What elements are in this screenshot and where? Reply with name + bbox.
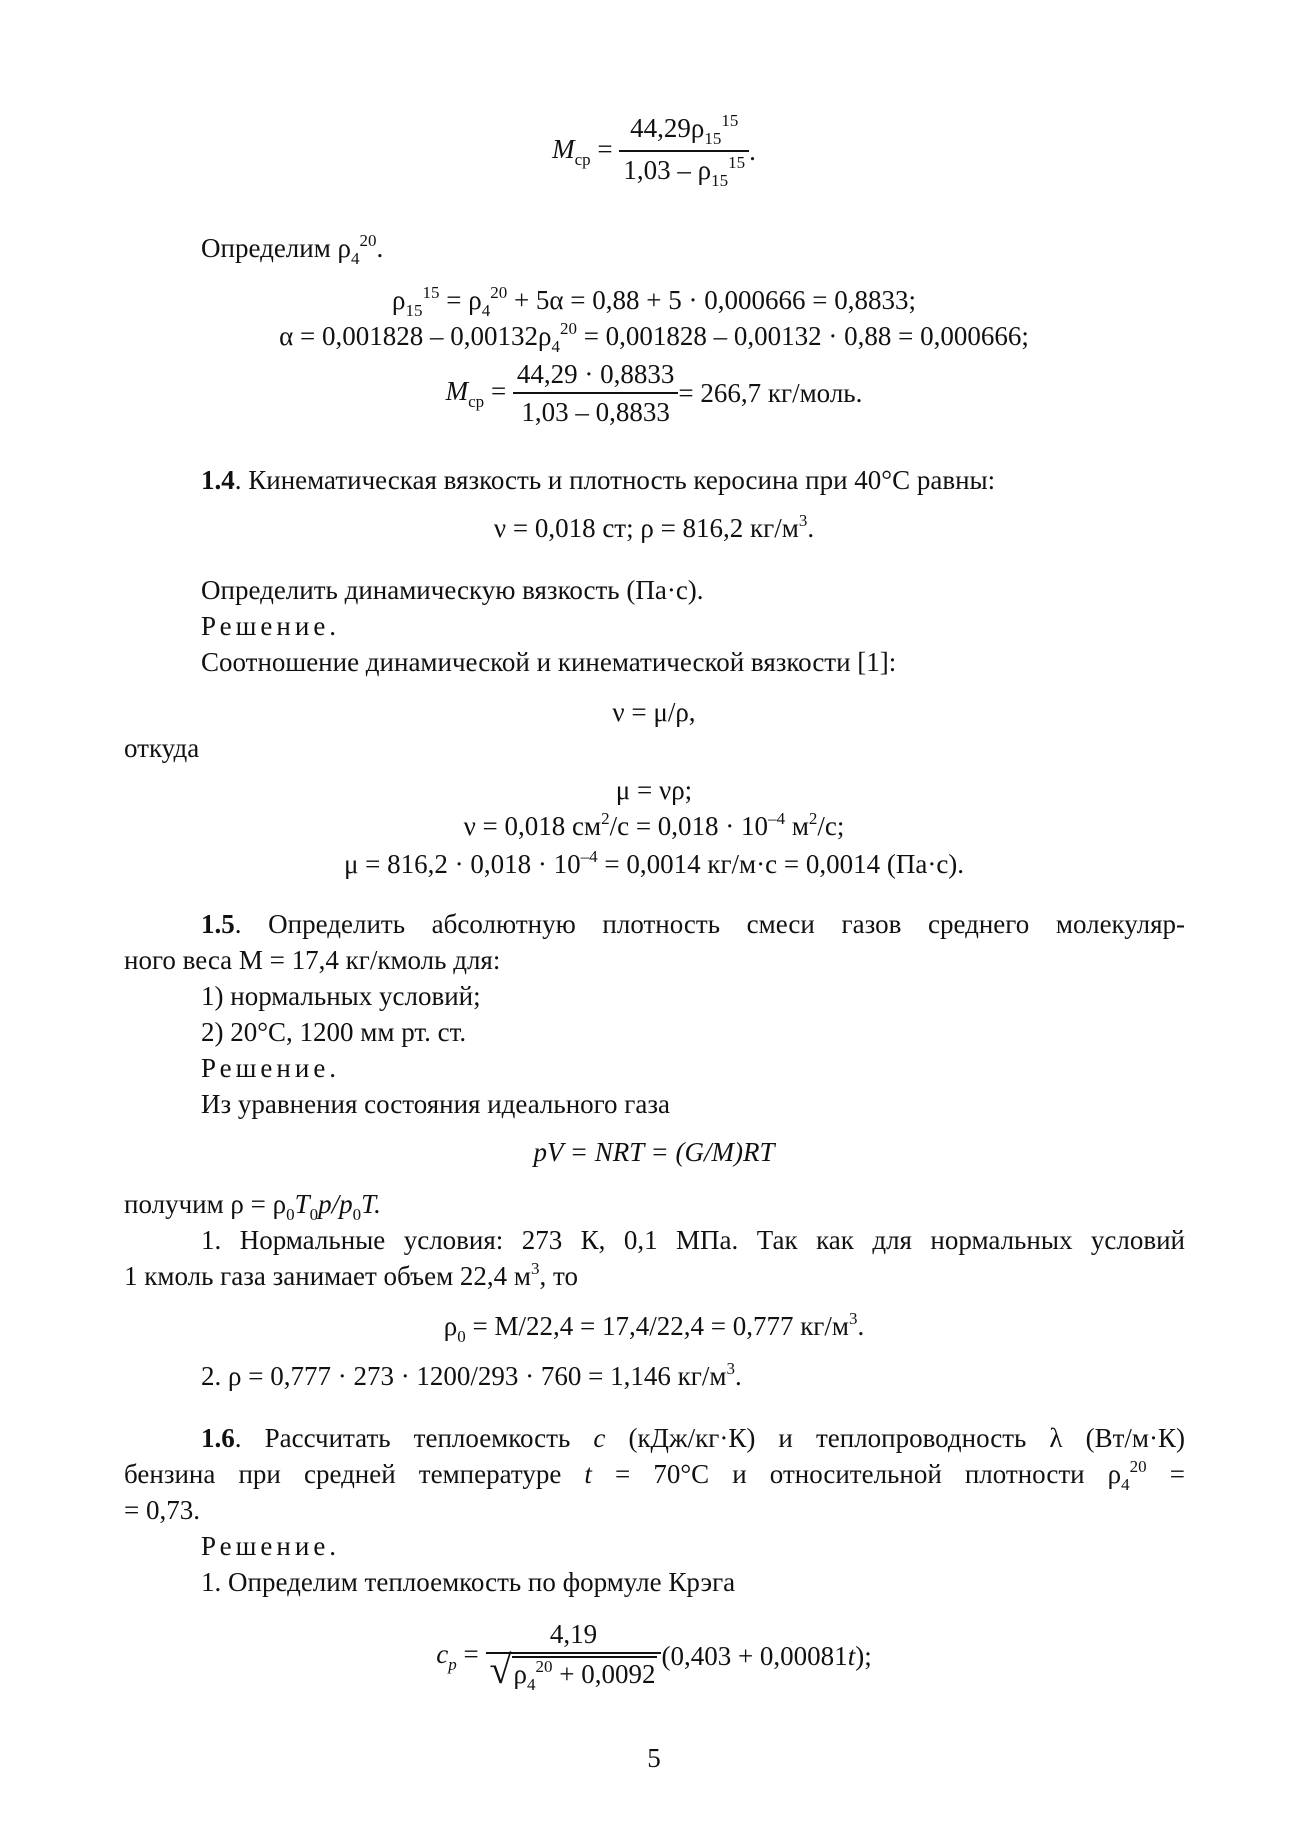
eq-sub: 4 [481, 301, 491, 320]
rhs-text: ); [855, 1641, 872, 1671]
eq-sup: 20 [559, 319, 577, 338]
var: T [294, 1189, 310, 1219]
formula-tail: . [749, 136, 756, 166]
sub: 0 [286, 1205, 295, 1224]
section-text: . Определить абсолютную плотность смеси газов среднего молекуляр- [234, 909, 1185, 939]
section-number: 1.4 [201, 465, 235, 495]
text: = 70°С и относительной плотности ρ [591, 1459, 1122, 1489]
equation-nu: ν = μ/ρ, [612, 697, 696, 727]
sub-cp: ср [468, 392, 485, 411]
equation-nu-si [124, 808, 1184, 848]
den-text: 1,03 – ρ [623, 155, 712, 185]
var-t: t [847, 1641, 856, 1671]
rhs-text: (0,403 + 0,00081 [661, 1641, 848, 1671]
sqrt [489, 1647, 658, 1694]
numerator: 44,29 · 0,8833 [513, 358, 679, 394]
sup: 20 [1129, 1457, 1147, 1476]
eq-part: м [785, 811, 809, 841]
eq-part: = М/22,4 = 17,4/22,4 = 0,777 кг/м [465, 1311, 849, 1341]
eq-part: = 0,001828 – 0,00132 · 0,88 = 0,000666; [576, 321, 1029, 351]
equation-ideal-gas: pV = NRT = (G/M)RT [533, 1137, 775, 1167]
eq-part: ν = 0,018 ст; ρ = 816,2 кг/м [493, 513, 799, 543]
eq-part: ρ [392, 285, 406, 315]
eq-part: ρ [443, 1311, 458, 1341]
relation-text: Соотношение динамической и кинематической вязкости [1]: [201, 647, 897, 677]
var-m: M [445, 376, 469, 406]
eq-sup: –4 [580, 847, 598, 866]
text: = [1146, 1459, 1185, 1489]
numerator: 4,19 [486, 1618, 662, 1654]
paragraph-define-rho [201, 230, 383, 270]
eq-part: α = 0,001828 – 0,00132ρ [279, 321, 552, 351]
eq-sup: –4 [768, 809, 786, 828]
formula-craig: $c_p$ = 4,19 √ $\rho_4^{20} + 0,0092$ (0,403 + 0,00081t); [436, 1619, 872, 1694]
paragraph-craig: 1. Определим теплоемкость по формуле Крэга [201, 1567, 736, 1597]
sub: 4 [1121, 1475, 1130, 1494]
equation-rho0 [124, 1308, 1184, 1348]
solution-label: Решение. [201, 1531, 341, 1561]
var-c: c [593, 1423, 606, 1453]
section-number: 1.5 [201, 909, 235, 939]
tail: . [376, 233, 384, 263]
equation-nu-rho [124, 510, 1184, 550]
den-sup: 15 [728, 153, 746, 172]
eq-part: /с = 0,018 · 10 [609, 811, 769, 841]
solution-label: Решение. [201, 1053, 341, 1083]
solution-label: Решение. [201, 611, 341, 641]
var-t: t [584, 1459, 592, 1489]
sup: 20 [359, 231, 377, 250]
num-sup: 15 [721, 111, 739, 130]
fraction [619, 112, 749, 190]
list-item: 1) нормальных условий; [201, 981, 481, 1011]
eq-sub: 15 [405, 301, 423, 320]
num-text: 44,29ρ [630, 113, 705, 143]
den-text: + 0,0092 [552, 1659, 656, 1689]
list-item: 2) 20°С, 1200 мм рт. ст. [201, 1017, 467, 1047]
sub-cp: ср [574, 150, 591, 169]
text: . [734, 1361, 742, 1391]
sub-p: p [448, 1655, 457, 1674]
section-number: 1.6 [201, 1423, 235, 1453]
eq-sup: 3 [798, 511, 808, 530]
sup: 3 [726, 1359, 735, 1378]
eq-part: μ = 816,2 · 0,018 · 10 [343, 849, 581, 879]
equation-alpha [124, 318, 1184, 358]
formula-mcp: $M_{ср}$ = $\frac{44,29\rho_{15}^{15}}{1,03 - \rho_{15}^{15}}$ . [552, 111, 756, 190]
whence-text: откуда [124, 733, 200, 763]
section-1-4-heading [201, 462, 995, 498]
eq-tail: . [807, 513, 815, 543]
var: p/p [318, 1189, 353, 1219]
paragraph-normal-conditions: 1. Нормальные условия: 273 К, 0,1 МПа. Так как для нормальных условий [201, 1225, 1185, 1255]
sub: 4 [351, 249, 360, 268]
eq-part: . [857, 1311, 865, 1341]
eq-sub: 0 [457, 1327, 466, 1346]
den-text: ρ [513, 1659, 527, 1689]
eq-part: /с; [817, 811, 845, 841]
text: Определим ρ [201, 233, 352, 263]
den-sup: 20 [535, 1657, 553, 1676]
eq-sup: 3 [848, 1309, 858, 1328]
section-1-6-line3: = 0,73. [124, 1495, 200, 1525]
eq-sup: 2 [808, 809, 818, 828]
section-1-5-line2: ного веса М = 17,4 кг/кмоль для: [124, 945, 501, 975]
sup: 3 [531, 1259, 540, 1278]
text: 2. ρ = 0,777 · 273 · 1200/293 · 760 = 1,146 кг/м [201, 1361, 727, 1391]
eq-sup: 20 [490, 283, 508, 302]
eq-part: ν = 0,018 см [463, 811, 602, 841]
formula-mcp-value: $M_{ср}$ = $\frac{44,29 \cdot 0,8833}{1,03 - 0,8833}$ = 266,7 кг/моль. [445, 359, 863, 427]
eq-part: = 0,0014 кг/м·с = 0,0014 (Па·с). [597, 849, 965, 879]
var-m: M [552, 134, 575, 164]
num-sub: 15 [704, 129, 722, 148]
paragraph-get-rho [124, 1186, 381, 1226]
equation-rho15 [124, 282, 1184, 322]
task-text: Определить динамическую вязкость (Па·с). [201, 575, 704, 605]
page-number: 5 [647, 1743, 661, 1773]
paragraph-text: Из уравнения состояния идеального газа [201, 1089, 671, 1119]
eq-sub: 4 [551, 337, 560, 356]
sub: 0 [352, 1205, 362, 1224]
text: . Рассчитать теплоемкость [234, 1423, 594, 1453]
text: 1 кмоль газа занимает объем 22,4 м [124, 1261, 531, 1291]
fraction [486, 1618, 662, 1694]
radical-sign-icon: √ [489, 1647, 512, 1692]
var: T. [361, 1189, 381, 1219]
section-text: . Кинематическая вязкость и плотность керосина при 40°С равны: [234, 465, 996, 495]
section-1-6-line2 [124, 1456, 1185, 1496]
den-sub: 15 [711, 171, 729, 190]
sub: 0 [309, 1205, 319, 1224]
equation-mu: μ = νρ; [615, 775, 693, 805]
fraction [513, 358, 679, 428]
denominator: 1,03 – 0,8833 [521, 397, 670, 427]
text: , то [539, 1261, 578, 1291]
paragraph-item2-calc [201, 1358, 742, 1398]
eq-part: = ρ [439, 285, 482, 315]
text: бензина при средней температуре [124, 1459, 585, 1489]
text: (кДж/кг·К) и теплопроводность λ (Вт/м·К) [605, 1423, 1185, 1453]
result: = 266,7 кг/моль. [678, 378, 863, 408]
eq-sup: 2 [601, 809, 610, 828]
eq-part: + 5α = 0,88 + 5 · 0,000666 = 0,8833; [507, 285, 916, 315]
text: получим ρ = ρ [124, 1189, 287, 1219]
equation-mu-value [124, 846, 1184, 886]
eq-sup: 15 [422, 283, 440, 302]
section-1-5-line1 [201, 906, 1185, 942]
var-c: c [436, 1639, 449, 1669]
section-1-6-line1 [201, 1420, 1185, 1456]
den-sub: 4 [526, 1675, 536, 1694]
paragraph-normal-conditions-cont [124, 1258, 578, 1298]
